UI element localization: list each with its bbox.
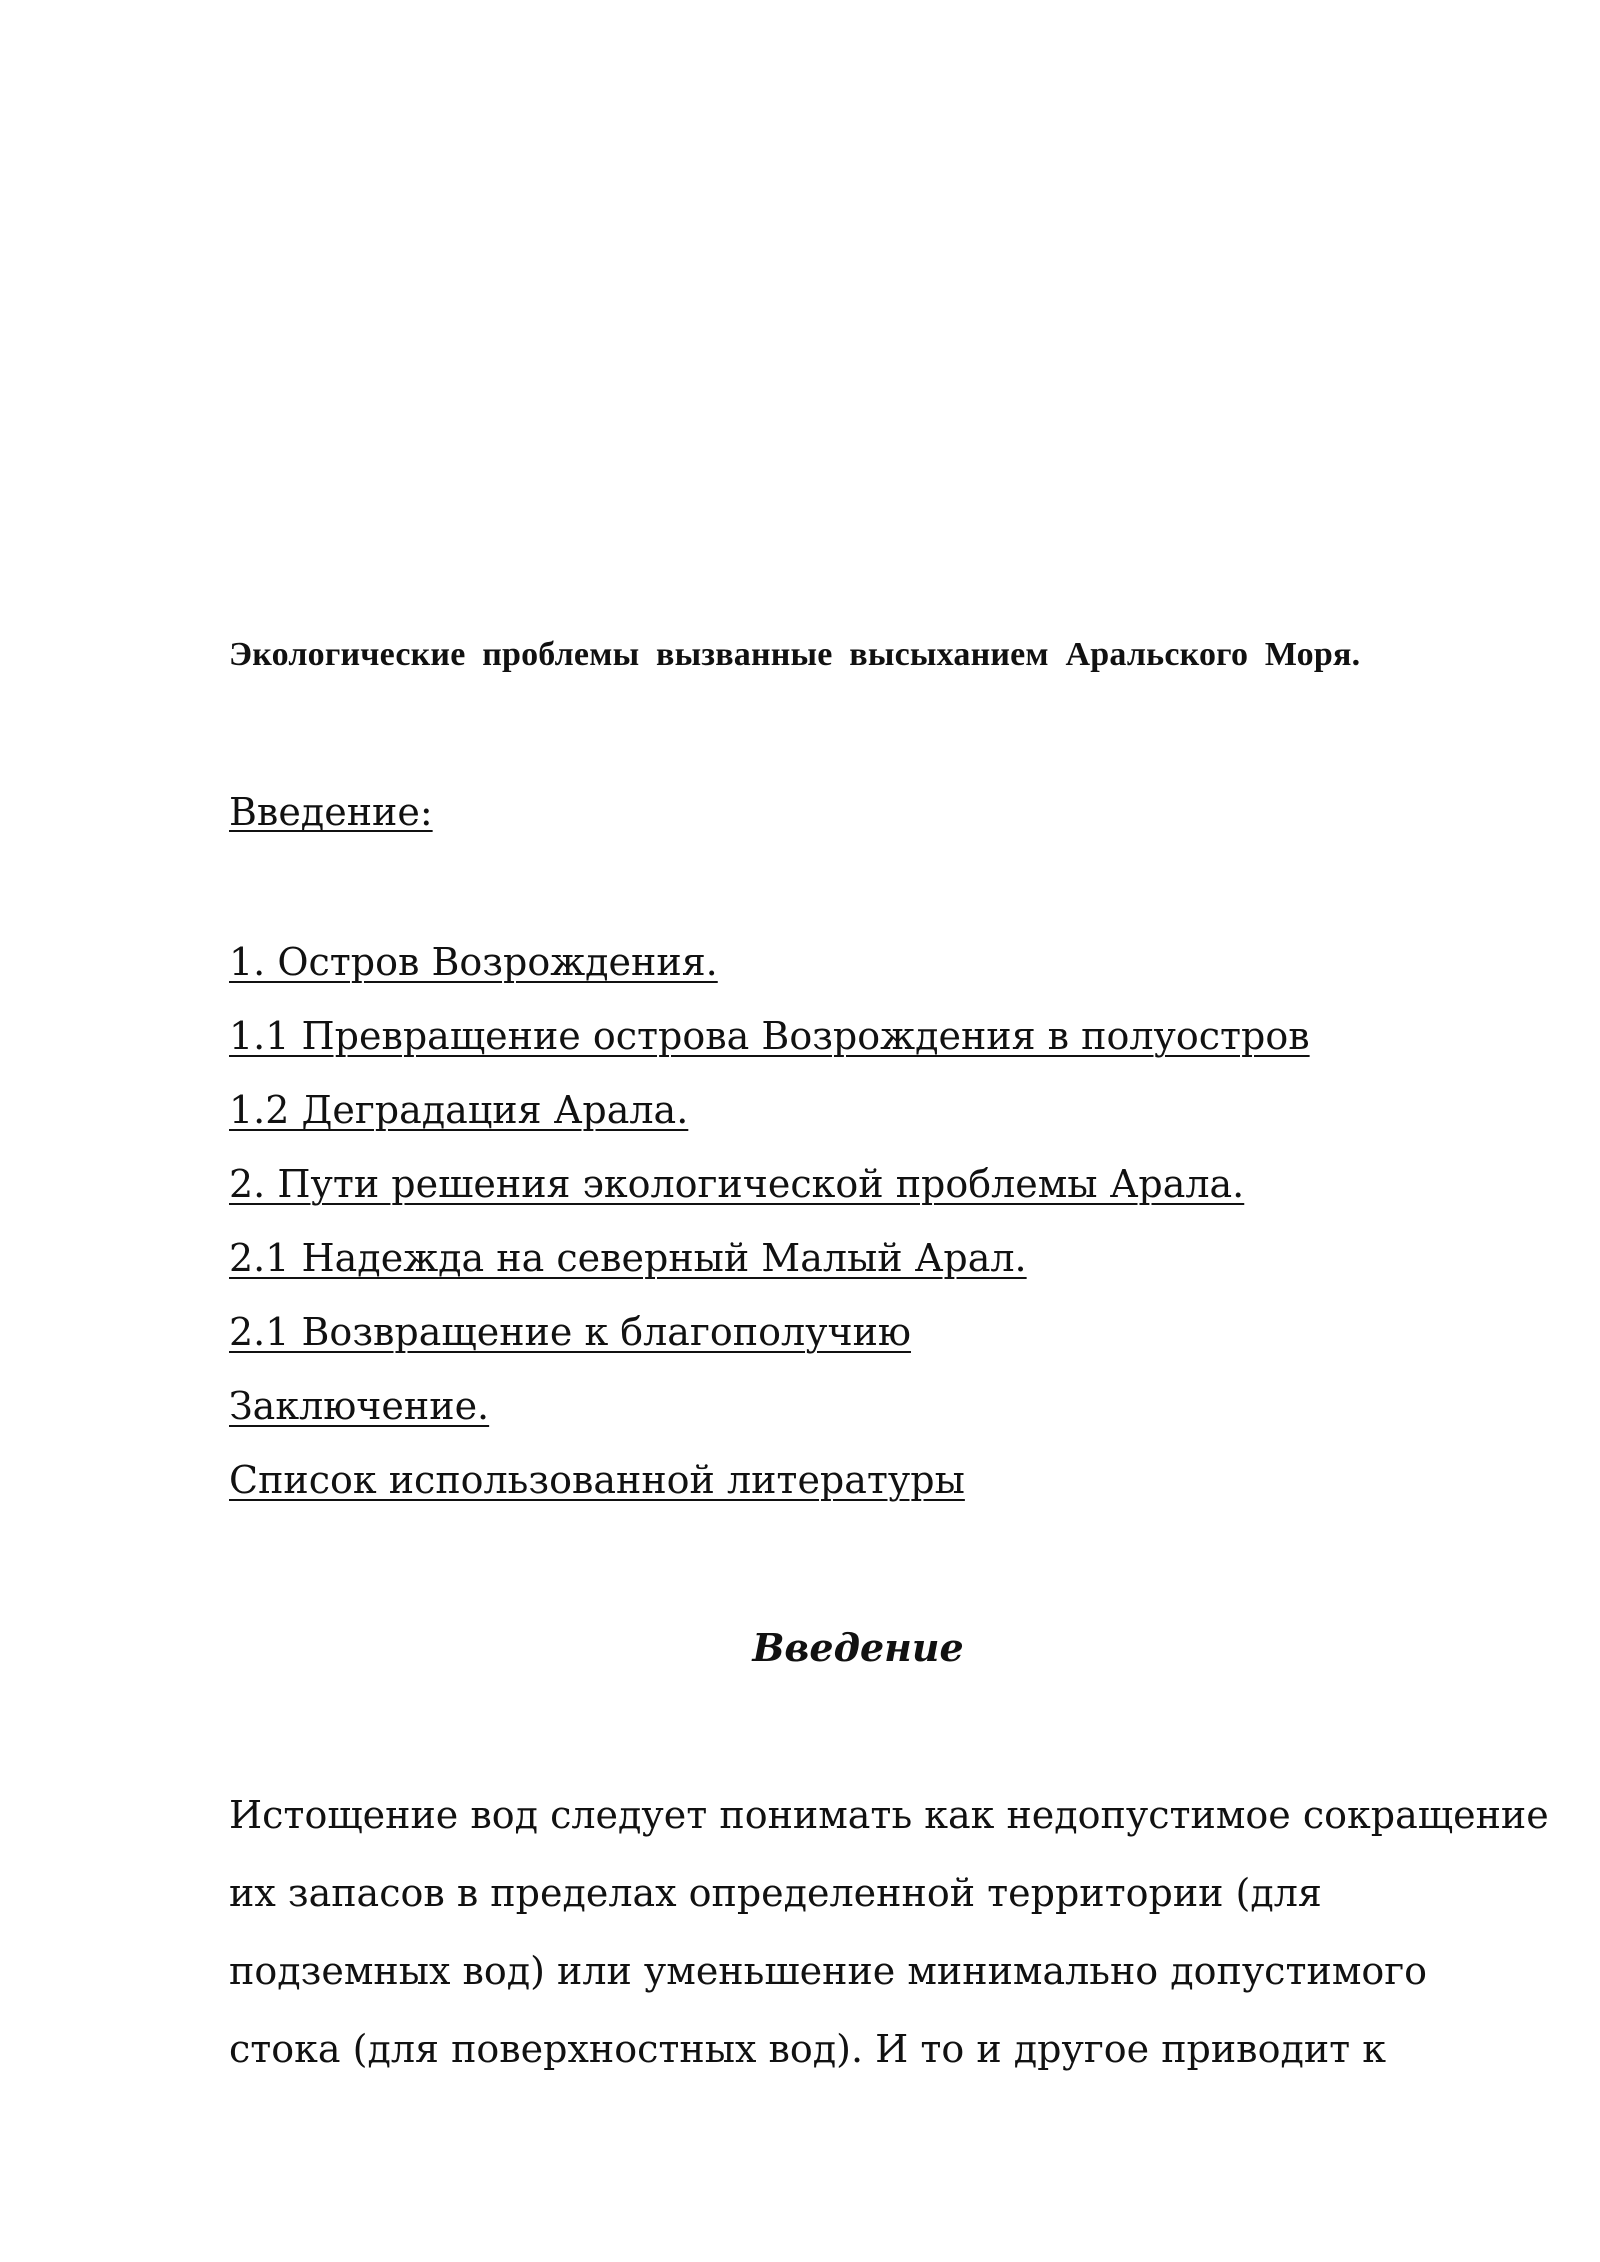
toc-item (229, 1160, 1310, 1234)
toc-item (229, 1086, 1310, 1160)
toc-item (229, 1012, 1310, 1086)
toc-heading: Введение: (229, 790, 433, 834)
paragraph-line: стока (для поверхностных вод). И то и другое приводит к (229, 2027, 1387, 2071)
introduction-paragraph (229, 1787, 1549, 2099)
toc-link-aral-degradation[interactable]: 1.2 Деградация Арала. (229, 1088, 689, 1132)
toc-item (229, 938, 1310, 1012)
document-title: Экологические проблемы вызванные высыханием Аральского Моря. (229, 636, 1361, 673)
toc-link-references[interactable]: Список использованной литературы (229, 1458, 965, 1502)
toc-item (229, 1308, 1310, 1382)
introduction-heading: Введение (752, 1625, 964, 1670)
paragraph-line: Истощение вод следует понимать как недопустимое сокращение (229, 1793, 1549, 1837)
toc-item (229, 1234, 1310, 1308)
toc-link-island-to-peninsula[interactable]: 1.1 Превращение острова Возрождения в полуостров (229, 1014, 1310, 1058)
toc-item (229, 1382, 1310, 1456)
table-of-contents (229, 938, 1310, 1530)
toc-link-return-to-wellbeing[interactable]: 2.1 Возвращение к благополучию (229, 1310, 911, 1354)
paragraph-line: их запасов в пределах определенной территории (для (229, 1871, 1322, 1915)
toc-link-north-small-aral[interactable]: 2.1 Надежда на северный Малый Арал. (229, 1236, 1027, 1280)
toc-item (229, 1456, 1310, 1530)
toc-link-island-vozrozhdeniya[interactable]: 1. Остров Возрождения. (229, 940, 718, 984)
toc-link-conclusion[interactable]: Заключение. (229, 1384, 490, 1428)
toc-link-solutions[interactable]: 2. Пути решения экологической проблемы Арала. (229, 1162, 1245, 1206)
paragraph-line: подземных вод) или уменьшение минимально допустимого (229, 1949, 1428, 1993)
